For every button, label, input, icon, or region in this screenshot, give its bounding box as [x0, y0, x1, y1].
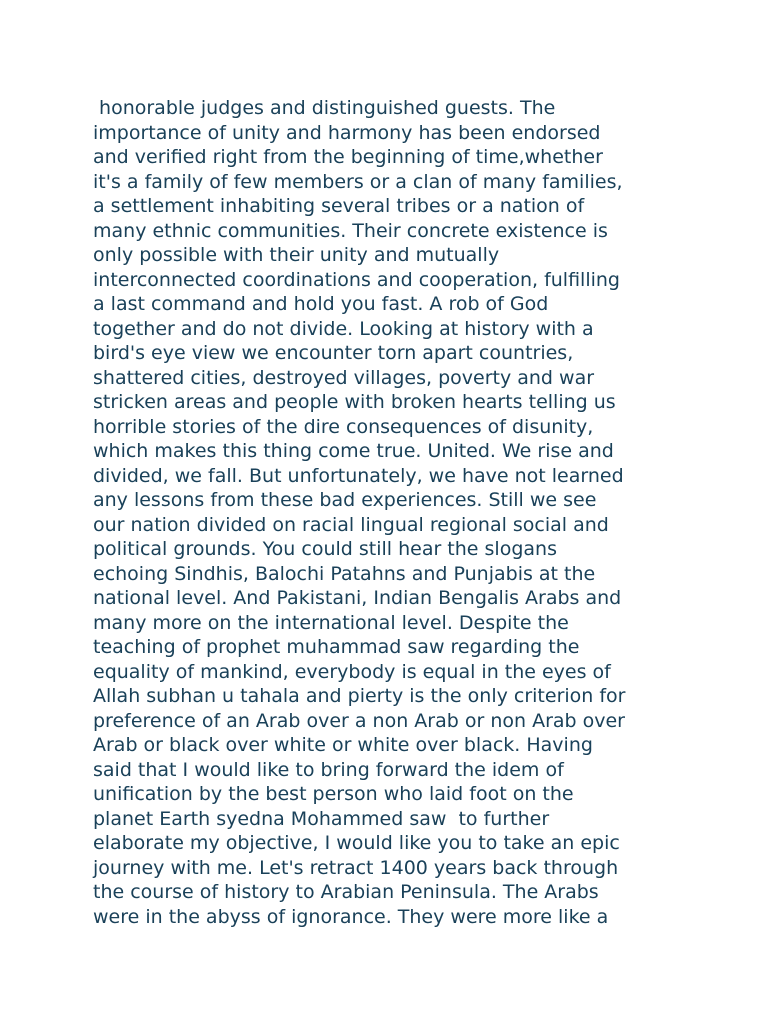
text-line: unification by the best person who laid foot on the: [93, 783, 574, 805]
text-line: echoing Sindhis, Balochi Patahns and Punjabis at the: [93, 562, 596, 585]
body-text: [93, 96, 693, 929]
text-line: teaching of prophet muhammad saw regarding the: [93, 636, 580, 658]
text-line: and verified right from the beginning of time,whether: [93, 146, 603, 168]
text-line: a last command and hold you fast. A rob of God: [93, 293, 549, 315]
text-line: any lessons from these bad experiences. Still we see: [93, 489, 597, 511]
text-line: said that I would like to bring forward the idem of: [93, 758, 564, 781]
text-line: the course of history to Arabian Peninsula. The Arabs: [93, 881, 599, 903]
text-line: political grounds. You could still hear the slogans: [93, 538, 557, 560]
text-line: it's a family of few members or a clan of many families,: [93, 170, 623, 193]
text-line: Allah subhan u tahala and pierty is the only criterion for: [93, 685, 626, 707]
text-line: horrible stories of the dire consequences of disunity,: [93, 415, 594, 438]
text-line: many more on the international level. Despite the: [93, 611, 569, 634]
text-line: bird's eye view we encounter torn apart countries,: [93, 342, 574, 364]
text-line: only possible with their unity and mutually: [93, 244, 500, 266]
text-line: stricken areas and people with broken hearts telling us: [93, 391, 616, 413]
text-line: were in the abyss of ignorance. They were more like a: [93, 905, 609, 928]
text-line: journey with me. Let's retract 1400 years back through: [93, 856, 619, 879]
text-line: preference of an Arab over a non Arab or non Arab over: [93, 709, 625, 732]
text-line: planet Earth syedna Mohammed saw to further: [93, 807, 550, 830]
text-line: divided, we fall. But unfortunately, we have not learned: [93, 464, 624, 487]
text-line: our nation divided on racial lingual regional social and: [93, 513, 609, 536]
text-line: honorable judges and distinguished guests. The: [93, 97, 556, 119]
text-line: together and do not divide. Looking at history with a: [93, 317, 594, 340]
text-line: which makes this thing come true. United. We rise and: [93, 440, 614, 462]
text-line: many ethnic communities. Their concrete existence is: [93, 219, 608, 242]
text-line: a settlement inhabiting several tribes or a nation of: [93, 195, 585, 217]
text-line: shattered cities, destroyed villages, poverty and war: [93, 366, 595, 389]
text-line: Arab or black over white or white over black. Having: [93, 734, 593, 756]
text-line: interconnected coordinations and cooperation, fulfilling: [93, 268, 620, 291]
text-line: national level. And Pakistani, Indian Bengalis Arabs and: [93, 587, 622, 609]
text-line: equality of mankind, everybody is equal in the eyes of: [93, 660, 611, 683]
text-line: importance of unity and harmony has been endorsed: [93, 121, 601, 144]
text-line: elaborate my objective, I would like you to take an epic: [93, 832, 620, 854]
